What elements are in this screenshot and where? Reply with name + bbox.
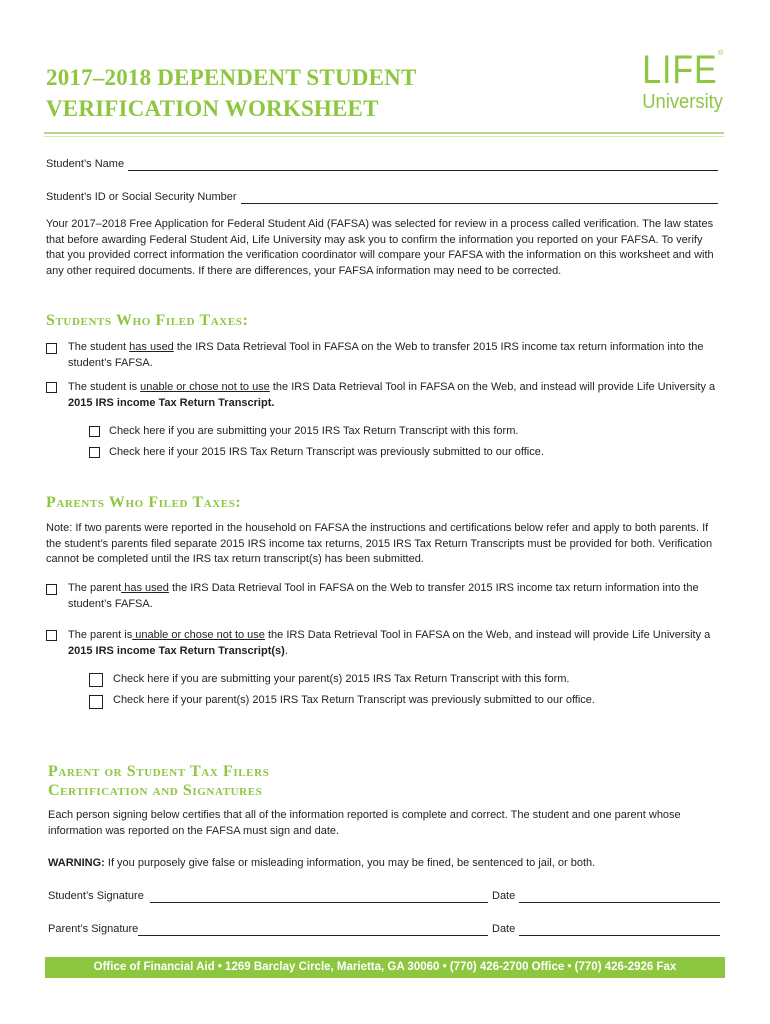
- logo-university-text: University: [642, 91, 723, 113]
- footer-contact-bar: Office of Financial Aid • 1269 Barclay Circle, Marietta, GA 30060 • (770) 426-2700 Office • (770) 426-2926 Fax: [45, 957, 725, 978]
- student-name-field[interactable]: [46, 157, 718, 171]
- certification-text: Each person signing below certifies that all of the information reported is complete and correct. The student and one parent whose information was reported on the FAFSA must sign and date.: [48, 809, 681, 837]
- student-has-used-drt-label: The student has used the IRS Data Retrieval Tool in FAFSA on the Web to transfer 2015 IRS income tax return information into the student’s FAFSA.: [68, 341, 704, 369]
- intro-paragraph: Your 2017–2018 Free Application for Federal Student Aid (FAFSA) was selected for review in a process called verification. The law states that before awarding Federal Student Aid, Life University may ask you to confirm the information you reported on your FAFSA. To verify that you provided correct information the verification coordinator will compare your FAFSA with the information on this worksheet and with any other required documents. If there are differences, your FAFSA information may need to be corrected.: [46, 218, 714, 277]
- student-transcript-previously-submitted-checkbox[interactable]: [89, 447, 100, 458]
- parent-signature-field[interactable]: [48, 922, 488, 936]
- student-signature-field[interactable]: [48, 889, 488, 903]
- student-date-line[interactable]: [519, 891, 720, 903]
- student-signature-line[interactable]: [150, 891, 488, 903]
- parent-date-label: Date: [492, 923, 516, 935]
- student-id-label: Student’s ID or Social Security Number: [46, 191, 237, 203]
- student-transcript-with-form-checkbox[interactable]: [89, 426, 100, 437]
- certification-heading-line-2: Certification and Signatures: [48, 782, 263, 799]
- parent-unable-drt-checkbox[interactable]: [46, 630, 57, 641]
- parents-section-heading: Parents Who Filed Taxes:: [46, 494, 242, 511]
- parent-unable-drt-label: The parent is unable or chose not to use the IRS Data Retrieval Tool in FAFSA on the Web, and instead will provide Life University a 2015 IRS income Tax Return Transcript(s).: [68, 629, 711, 657]
- student-has-used-drt-checkbox[interactable]: [46, 343, 57, 354]
- parent-transcript-with-form-checkbox[interactable]: [89, 673, 103, 687]
- student-id-input-line[interactable]: [241, 192, 718, 204]
- student-signature-label: Student’s Signature: [48, 890, 144, 902]
- title-line-1: 2017–2018 DEPENDENT STUDENT: [46, 65, 417, 90]
- student-name-label: Student’s Name: [46, 158, 125, 170]
- student-id-field[interactable]: [46, 190, 718, 204]
- parent-transcript-previously-submitted-label: Check here if your parent(s) 2015 IRS Tax Return Transcript was previously submitted to our office.: [113, 694, 595, 706]
- student-date-label: Date: [492, 890, 516, 902]
- warning-label: WARNING:: [48, 857, 105, 869]
- header-divider-thin: [44, 136, 724, 137]
- students-section-heading: Students Who Filed Taxes:: [46, 312, 249, 329]
- logo-registered-mark: ®: [717, 50, 723, 57]
- student-name-input-line[interactable]: [128, 159, 718, 171]
- parent-date-field[interactable]: [492, 922, 720, 936]
- title-line-2: VERIFICATION WORKSHEET: [46, 96, 379, 121]
- parent-transcript-previously-submitted-checkbox[interactable]: [89, 695, 103, 709]
- student-unable-drt-checkbox[interactable]: [46, 382, 57, 393]
- certification-heading-line-1: Parent or Student Tax Filers: [48, 763, 270, 780]
- life-university-logo: [613, 50, 723, 114]
- warning-text: WARNING: If you purposely give false or misleading information, you may be fined, be sentenced to jail, or both.: [48, 857, 596, 869]
- header-divider: [44, 132, 724, 134]
- student-date-field[interactable]: [492, 889, 720, 903]
- student-unable-drt-label: The student is unable or chose not to use the IRS Data Retrieval Tool in FAFSA on the Web, and instead will provide Life University a 2015 IRS income Tax Return Transcript.: [68, 381, 716, 409]
- parent-signature-label: Parent’s Signature: [48, 923, 139, 935]
- parent-has-used-drt-label: The parent has used the IRS Data Retrieval Tool in FAFSA on the Web to transfer 2015 IRS income tax return information into the student’s FAFSA.: [68, 582, 699, 610]
- parents-note: Note: If two parents were reported in the household on FAFSA the instructions and certifications below refer and apply to both parents. If the student’s parents filed separate 2015 IRS income tax returns, 2015 IRS Tax Return Transcripts must be provided for both. Verification cannot be completed until the IRS tax return transcript(s) has been submitted.: [46, 522, 713, 565]
- logo-life-text: LIFE: [642, 48, 718, 92]
- student-transcript-with-form-label: Check here if you are submitting your 2015 IRS Tax Return Transcript with this form.: [109, 425, 519, 437]
- certification-heading: [48, 762, 269, 800]
- parent-date-line[interactable]: [519, 924, 720, 936]
- parent-has-used-drt-checkbox[interactable]: [46, 584, 57, 595]
- student-transcript-previously-submitted-label: Check here if your 2015 IRS Tax Return Transcript was previously submitted to our office.: [109, 446, 544, 458]
- page-title: [46, 62, 566, 124]
- parent-signature-line[interactable]: [138, 924, 488, 936]
- parent-transcript-with-form-label: Check here if you are submitting your parent(s) 2015 IRS Tax Return Transcript with this form.: [113, 673, 570, 685]
